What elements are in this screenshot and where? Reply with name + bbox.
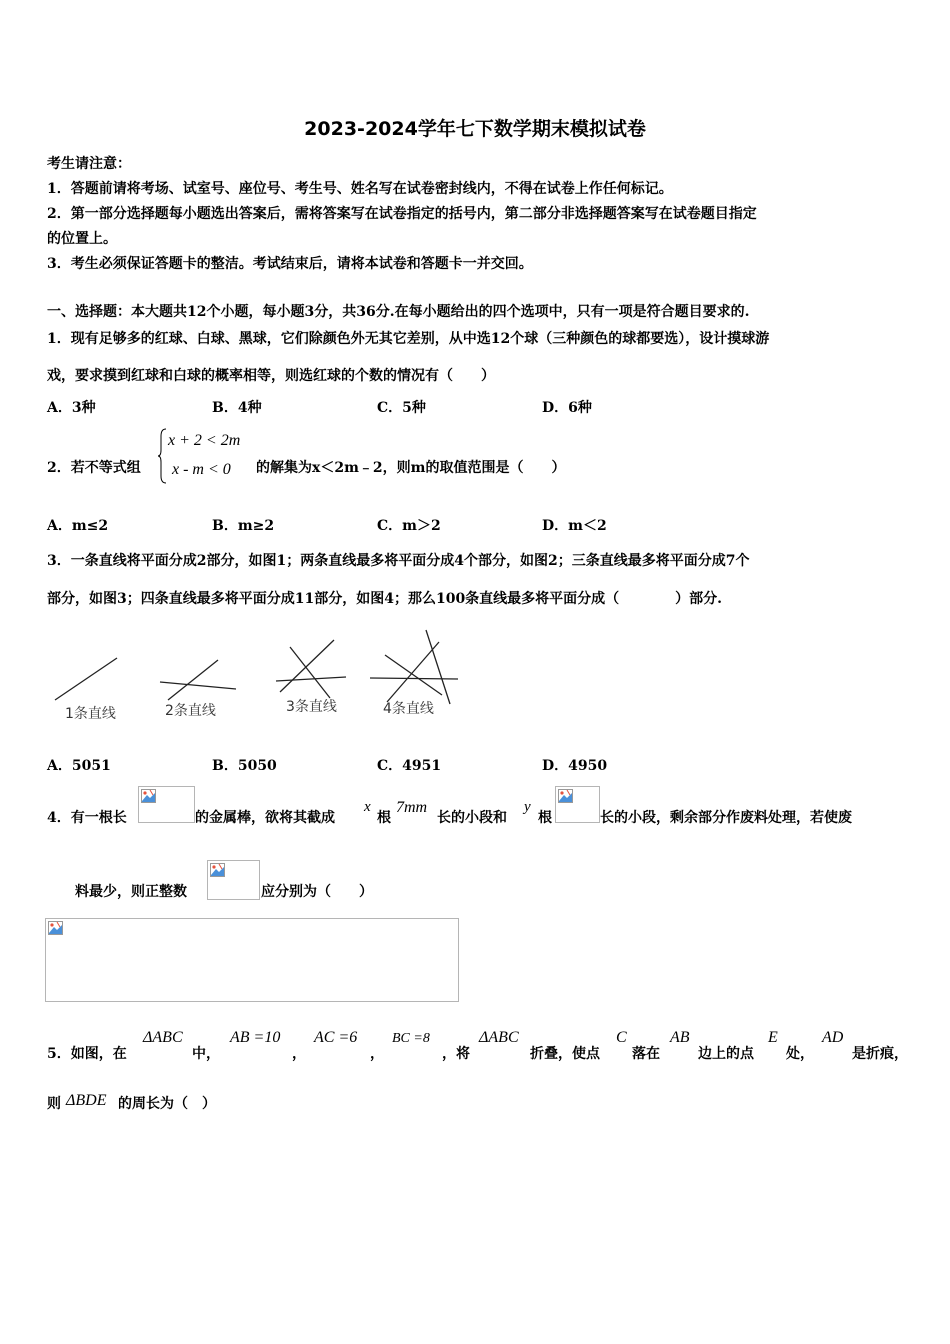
q5-comma-2: ， [370,1046,384,1062]
q1-line-2: 戏，要求摸到红球和白球的概率相等，则选红球的个数的情况有（ ） [47,368,495,384]
q1-option-c: C．5种 [377,400,426,416]
broken-image-placeholder [207,860,260,900]
fig-label-3: 3条直线 [286,699,337,715]
page-title: 2023-2024学年七下数学期末模拟试卷 [304,118,646,140]
q2-option-c: C．m＞2 [377,518,441,534]
q3-line-1: 3．一条直线将平面分成2部分，如图1；两条直线最多将平面分成4个部分，如图2；三条直线最多将平面分成7个 [47,553,750,569]
q4-length-7mm: 7mm [396,799,428,816]
q5-segment-ad: AD [822,1029,844,1046]
broken-image-icon [558,789,573,803]
section-heading: 一、选择题：本大题共12个小题，每小题3分，共36分.在每小题给出的四个选项中，只有一项是符合题目要求的. [47,304,750,320]
q5-text-7: 处， [786,1046,814,1062]
broken-image-icon [210,863,225,877]
fig2-line-a [160,682,236,689]
q5-segment-ab: AB [670,1029,690,1046]
fig2-line-b [168,660,218,700]
q5-bc-length: BC =8 [392,1031,430,1046]
q4-text-3: 根 [377,810,391,826]
q4-text-5: 根 [538,810,552,826]
fig4-line-c [387,642,439,702]
q2-prefix: 2．若不等式组 [47,460,141,476]
notice-item-1: 1．答题前请将考场、试室号、座位号、考生号、姓名写在试卷密封线内，不得在试卷上作任何标记。 [47,181,673,197]
q3-line-2: 部分，如图3；四条直线最多将平面分成11部分，如图4；那么100条直线最多将平面分成（ ）部分. [47,591,723,607]
broken-image-icon [48,921,63,935]
q4-text-4: 长的小段和 [437,810,507,826]
notice-heading: 考生请注意： [47,156,131,172]
q5-text-4: 折叠，使点 [530,1046,600,1062]
q1-option-a: A．3种 [47,400,96,416]
fig3-line-c [280,640,334,692]
q5-text-8: 是折痕， [852,1046,908,1062]
broken-image-icon [141,789,156,803]
q5-text-10: 的周长为（ ） [118,1096,216,1112]
q2-inequality-2: x - m < 0 [172,461,231,478]
q5-comma-1: ， [292,1046,306,1062]
q1-line-1: 1．现有足够多的红球、白球、黑球，它们除颜色外无其它差别，从中选12个球（三种颜色的球都要选），设计摸球游 [47,331,770,347]
notice-item-2-cont: 的位置上。 [47,231,117,247]
q4-text-7: 料最少，则正整数 [75,884,187,900]
brace-icon [157,428,167,484]
q2-option-b: B．m≥2 [212,518,275,534]
fig3-line-a [276,677,346,681]
fig3-line-b [290,647,330,698]
notice-item-3: 3．考生必须保证答题卡的整洁。考试结束后，请将本试卷和答题卡一并交回。 [47,256,533,272]
q1-option-b: B．4种 [212,400,262,416]
fig-label-4: 4条直线 [383,701,434,717]
q2-inequality-1: x + 2 < 2m [168,432,241,449]
q3-option-a: A．5051 [47,758,111,774]
notice-item-2: 2．第一部分选择题每小题选出答案后，需将答案写在试卷指定的括号内，第二部分非选择题答案写在试卷题目指定 [47,206,757,222]
q2-option-a: A．m≤2 [47,518,109,534]
fig1-line [55,658,117,700]
q2-suffix: 的解集为x＜2m﹣2，则m的取值范围是（ ） [256,460,566,476]
q4-var-y: y [524,799,531,815]
q4-var-x: x [364,799,371,815]
q5-text-1: 5．如图，在 [47,1046,127,1062]
q3-option-d: D．4950 [542,758,608,774]
broken-image-placeholder [555,786,600,823]
q2-option-d: D．m＜2 [542,518,607,534]
q4-text-1: 4．有一根长 [47,810,127,826]
q5-ac-length: AC =6 [314,1029,358,1046]
q4-text-8: 应分别为（ ） [261,884,373,900]
q3-option-c: C．4951 [377,758,442,774]
q5-text-9: 则 [47,1096,61,1112]
q5-triangle-abc-2: ΔABC [479,1029,519,1046]
q5-triangle-bde: ΔBDE [66,1092,107,1109]
fig-label-1: 1条直线 [65,706,116,722]
q5-point-e: E [768,1029,778,1046]
broken-image-placeholder [138,786,195,823]
q5-ab-length: AB =10 [230,1029,281,1046]
q5-text-5: 落在 [632,1046,660,1062]
fig-label-2: 2条直线 [165,703,216,719]
q5-point-c: C [616,1029,627,1046]
q3-option-b: B．5050 [212,758,277,774]
q5-text-2: 中， [192,1046,220,1062]
q5-text-6: 边上的点 [698,1046,754,1062]
q5-text-3: ，将 [442,1046,470,1062]
q5-triangle-abc: ΔABC [143,1029,183,1046]
fig4-line-a [370,678,458,679]
q1-option-d: D．6种 [542,400,592,416]
fig4-line-b [385,655,442,695]
q4-text-2: 的金属棒，欲将其截成 [195,810,335,826]
broken-image-placeholder-options [45,918,459,1002]
q4-text-6: 长的小段，剩余部分作废料处理，若使废 [600,810,852,826]
